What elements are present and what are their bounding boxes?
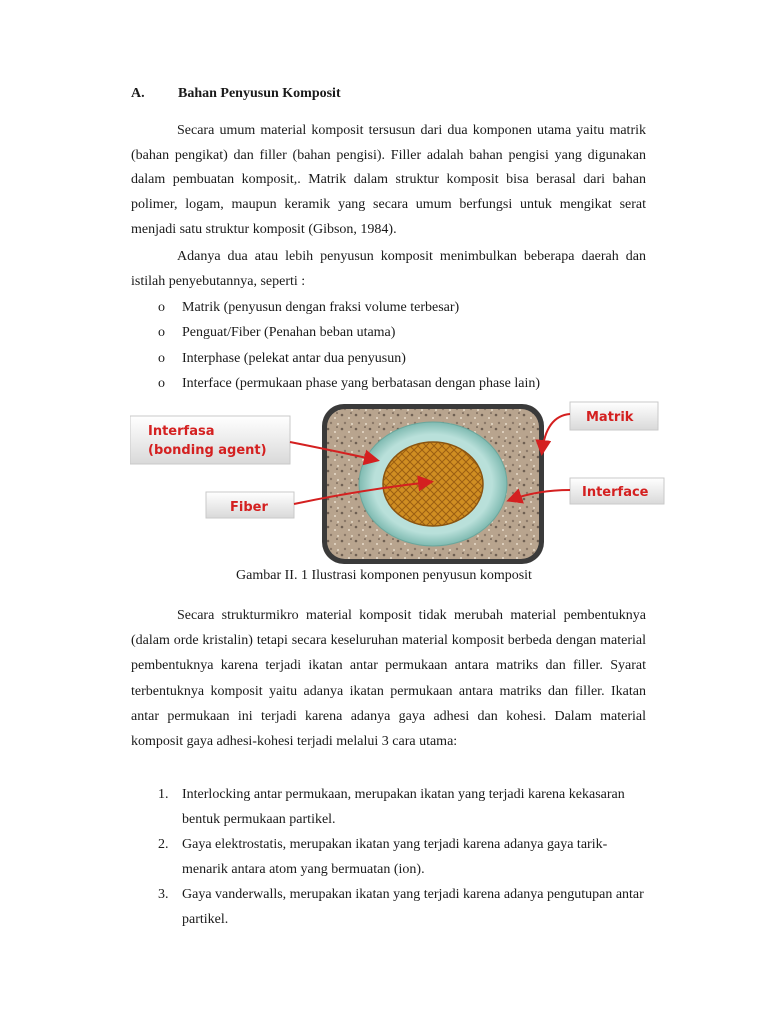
- bullet-marker: o: [158, 350, 165, 366]
- bullet-marker: o: [158, 375, 165, 391]
- list-item: [131, 883, 646, 933]
- matrik-label-text: Matrik: [586, 410, 634, 425]
- section-title: Bahan Penyusun Komposit: [178, 86, 341, 101]
- bullet-marker: o: [158, 300, 165, 315]
- list-item-text: Interphase (pelekat antar dua penyusun): [182, 350, 406, 366]
- paragraph-3: Secara strukturmikro material komposit tidak merubah material pembentuknya (dalam orde kristalin) tetapi secara keseluruhan material komposit berbeda dengan material pembentuknya karena terjadi ikatan antar permukaan antara matriks dan filler. Syarat terbentuknya komposit yaitu adanya ikatan permukaan antara matriks dan filler. Ikatan antar permukaan ini terjadi karena adanya gaya adhesi dan kohesi. Dalam material komposit gaya adhesi-kohesi terjadi melalui 3 cara utama:: [131, 608, 646, 750]
- paragraph-1: Secara umum material komposit tersusun dari dua komponen utama yaitu matrik (bahan pengikat) dan filler (bahan pengisi). Filler adalah bahan pengisi yang digunakan dalam pembuatan komposit,. Matrik dalam struktur komposit bisa berasal dari bahan polimer, logam, maupun keramik yang secara umum berfungsi untuk mengikat serat menjadi satu struktur komposit (Gibson, 1984).: [131, 123, 646, 237]
- interfasa-label: [130, 416, 290, 464]
- composite-illustration: [130, 398, 666, 568]
- bullet-list: [131, 295, 646, 396]
- list-item: [131, 320, 646, 345]
- list-item: [131, 833, 646, 883]
- interface-label: [570, 478, 664, 504]
- list-number: 2.: [158, 836, 169, 852]
- numbered-list: [131, 783, 646, 933]
- list-number: 1.: [158, 787, 169, 802]
- list-item: [131, 783, 646, 833]
- bullet-marker: o: [158, 325, 165, 341]
- list-item-text: Gaya vanderwalls, merupakan ikatan yang terjadi karena adanya pengutupan antar partikel.: [182, 886, 644, 927]
- fiber-label: [206, 492, 294, 518]
- interfasa-label-line1: Interfasa: [148, 424, 215, 439]
- paragraph-2: Adanya dua atau lebih penyusun komposit menimbulkan beberapa daerah dan istilah penyebutannya, seperti :: [131, 249, 646, 289]
- section-number: A.: [131, 86, 145, 101]
- list-item-text: Interface (permukaan phase yang berbatasan dengan phase lain): [182, 375, 540, 391]
- list-item-text: Gaya elektrostatis, merupakan ikatan yang terjadi karena adanya gaya tarik-menarik antara atom yang bermuatan (ion).: [182, 836, 608, 877]
- list-item-text: Interlocking antar permukaan, merupakan ikatan yang terjadi karena kekasaran bentuk permukaan partikel.: [182, 787, 625, 827]
- list-item: [131, 346, 646, 371]
- list-item-text: Penguat/Fiber (Penahan beban utama): [182, 325, 396, 341]
- matrik-label: [570, 402, 658, 430]
- figure-caption: Gambar II. 1 Ilustrasi komponen penyusun komposit: [236, 568, 532, 583]
- fiber-core: [383, 442, 483, 526]
- interfasa-label-line2: (bonding agent): [148, 443, 267, 458]
- list-item-text: Matrik (penyusun dengan fraksi volume terbesar): [182, 300, 460, 315]
- matrik-arrow: [542, 414, 570, 452]
- list-number: 3.: [158, 886, 169, 902]
- list-item: [131, 295, 646, 320]
- fiber-label-text: Fiber: [230, 500, 268, 515]
- list-item: [131, 371, 646, 396]
- interface-label-text: Interface: [582, 485, 649, 500]
